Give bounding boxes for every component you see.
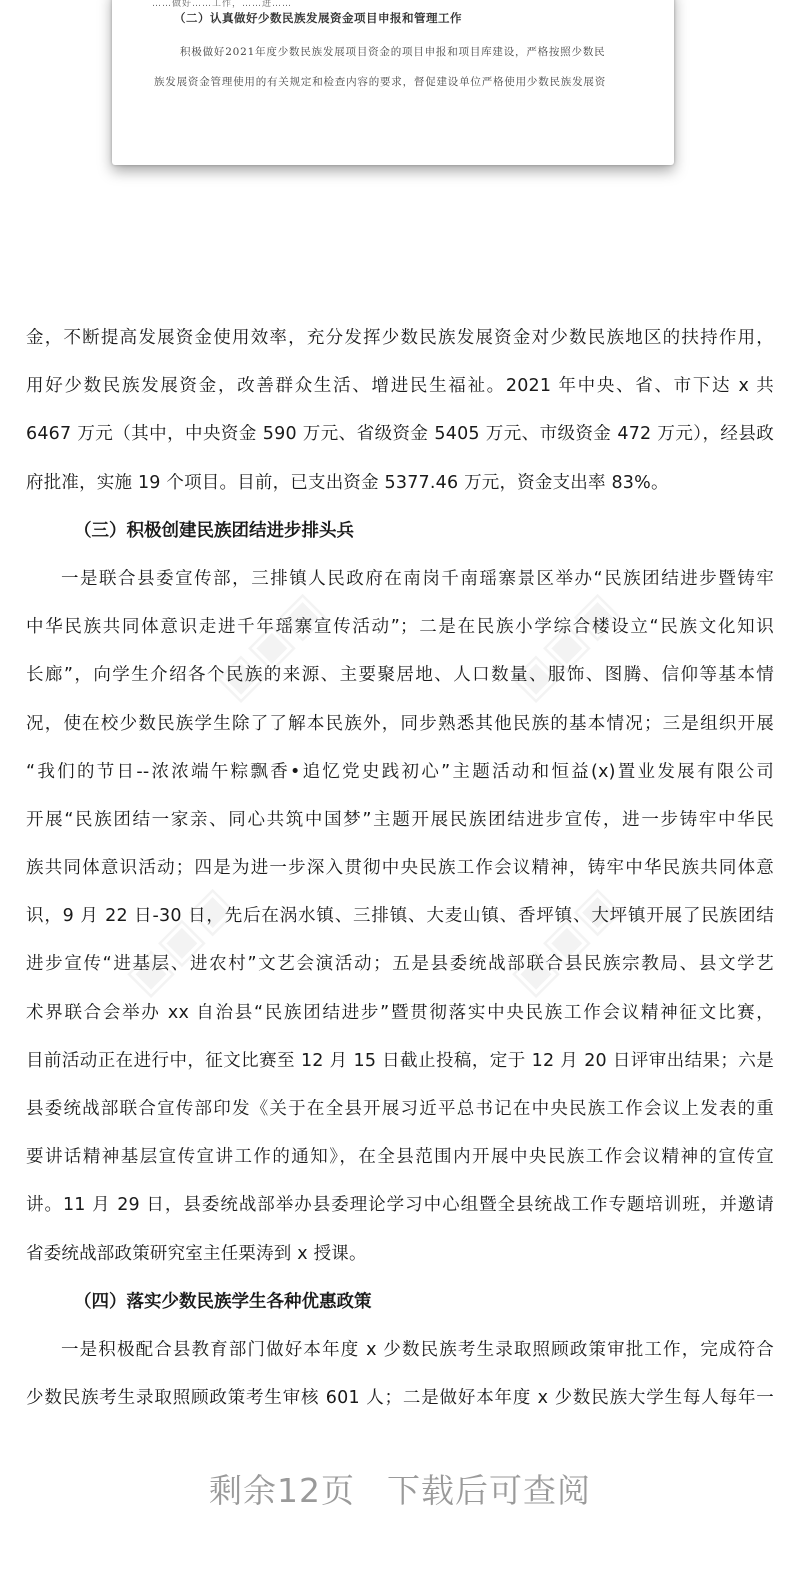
body-line: 开展“民族团结一家亲、同心共筑中国梦”主题开展民族团结进步宣传，进一步铸牢中华民 (26, 809, 774, 830)
body-line: 识，9 月 22 日-30 日，先后在涡水镇、三排镇、大麦山镇、香坪镇、大坪镇开展了民族团结 (26, 906, 774, 927)
remaining-pages-text: 剩余12页 (209, 1471, 355, 1510)
body-line: 术界联合会举办 xx 自治县“民族团结进步”暨贯彻落实中央民族工作会议精神征文比赛， (26, 1002, 774, 1023)
document-body (26, 322, 774, 1430)
preview-cut-text: ……做好……工作，……进…… (152, 0, 293, 9)
watermark: ▣▣▣ (206, 581, 335, 710)
page-preview-card (112, 0, 674, 165)
download-prompt[interactable] (0, 1465, 800, 1512)
section-heading-4: （四）落实少数民族学生各种优惠政策 (74, 1291, 372, 1312)
body-line: 府批准，实施 19 个项目。目前，已支出资金 5377.46 万元，资金支出率 83%。 (26, 472, 669, 493)
body-line: 族共同体意识活动；四是为进一步深入贯彻中央民族工作会议精神，铸牢中华民族共同体意 (26, 858, 774, 879)
body-line: 一是联合县委宣传部，三排镇人民政府在南岗千南瑶寨景区举办“民族团结进步暨铸牢 (61, 568, 774, 589)
preview-line: 族发展资金管理使用的有关规定和检查内容的要求，督促建设单位严格使用少数民族发展资 (154, 76, 606, 88)
body-line: “我们的节日--浓浓端午粽飘香•追忆党史践初心”主题活动和恒益(x)置业发展有限公司 (26, 761, 774, 782)
watermark: ▣▣▣ (501, 876, 630, 1005)
preview-line: 积极做好2021年度少数民族发展项目资金的项目申报和项目库建设，严格按照少数民 (180, 46, 606, 58)
body-line: 用好少数民族发展资金，改善群众生活、增进民生福祉。2021 年中央、省、市下达 x 共 (26, 376, 774, 397)
body-line: 要讲话精神基层宣传宣讲工作的通知》，在全县范围内开展中央民族工作会议精神的宣传宣 (26, 1147, 774, 1168)
body-line: 6467 万元（其中，中央资金 590 万元、省级资金 5405 万元、市级资金 472 万元），经县政 (26, 424, 774, 445)
preview-heading: （二）认真做好少数民族发展资金项目申报和管理工作 (174, 11, 462, 25)
body-line: 金，不断提高发展资金使用效率，充分发挥少数民族发展资金对少数民族地区的扶持作用， (26, 328, 774, 348)
download-hint-text: 下载后可查阅 (387, 1471, 591, 1510)
body-line: 县委统战部联合宣传部印发《关于在全县开展习近平总书记在中央民族工作会议上发表的重 (26, 1099, 774, 1119)
body-line: 中华民族共同体意识走进千年瑶寨宣传活动”；二是在民族小学综合楼设立“民族文化知识 (26, 617, 774, 638)
body-line: 进步宣传“进基层、进农村”文艺会演活动；五是县委统战部联合县民族宗教局、县文学艺 (26, 954, 774, 975)
watermark: ▣▣▣ (116, 876, 245, 1005)
body-line: 况，使在校少数民族学生除了了解本民族外，同步熟悉其他民族的基本情况；三是组织开展 (26, 713, 774, 734)
body-line: 少数民族考生录取照顾政策考生审核 601 人；二是做好本年度 x 少数民族大学生每人每年一 (26, 1388, 774, 1409)
body-line: 一是积极配合县教育部门做好本年度 x 少数民族考生录取照顾政策审批工作，完成符合 (61, 1339, 774, 1360)
body-line: 讲。11 月 29 日，县委统战部举办县委理论学习中心组暨全县统战工作专题培训班，并邀请 (26, 1195, 774, 1216)
section-heading-3: （三）积极创建民族团结进步排头兵 (74, 520, 354, 541)
body-line: 省委统战部政策研究室主任栗涛到 x 授课。 (26, 1243, 367, 1264)
watermark: ▣▣▣ (501, 581, 630, 710)
body-line: 长廊”，向学生介绍各个民族的来源、主要聚居地、人口数量、服饰、图腾、信仰等基本情 (26, 665, 774, 686)
body-line: 目前活动正在进行中，征文比赛至 12 月 15 日截止投稿，定于 12 月 20 日评审出结果；六是 (26, 1050, 774, 1071)
